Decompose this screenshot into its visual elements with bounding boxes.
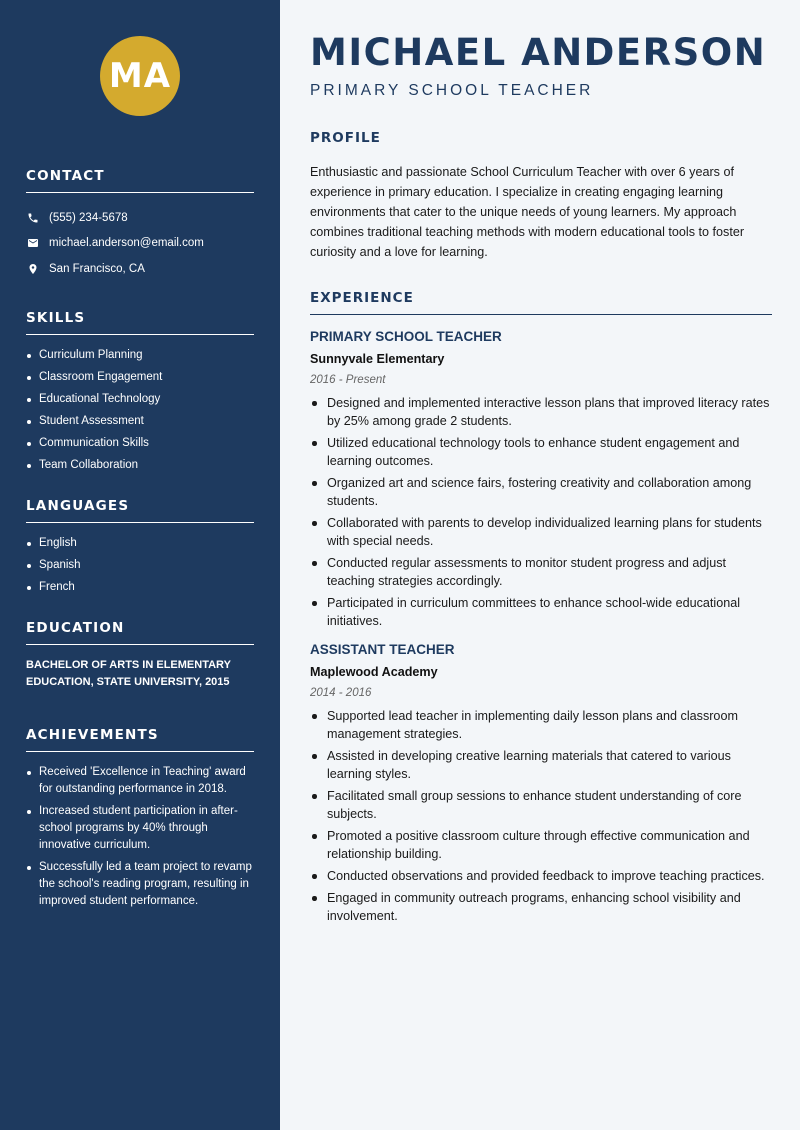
languages-list [26,535,254,596]
skill-item: Team Collaboration [26,457,254,474]
phone-icon [26,211,40,225]
achievements-list [26,764,254,910]
job-bullets [310,394,772,630]
job-bullets [310,707,772,925]
job-bullet: Facilitated small group sessions to enhance student understanding of core subjects. [310,787,772,823]
skill-item: Educational Technology [26,391,254,408]
job-dates: 2014 - 2016 [310,687,372,699]
profile-heading: PROFILE [310,130,381,146]
achievement-item: Received 'Excellence in Teaching' award for outstanding performance in 2018. [26,764,254,798]
education-section [26,620,254,691]
education-degree: BACHELOR OF ARTS IN ELEMENTARY EDUCATION, STATE UNIVERSITY, 2015 [26,658,231,688]
profile-text: Enthusiastic and passionate School Curriculum Teacher with over 6 years of experience in primary education. I specialize in creating engaging learning environments that cater to the unique needs of young learners. My approach combines traditional teaching methods with modern educational tools to foster curiosity and a love for learning. [310,165,745,259]
skill-item: Classroom Engagement [26,369,254,386]
achievements-heading: ACHIEVEMENTS [26,727,254,752]
location-pin-icon [26,262,40,276]
sidebar [0,0,280,1130]
job-title: ASSISTANT TEACHER [310,642,455,657]
skills-list [26,347,254,474]
skills-section [26,310,254,474]
job-company: Sunnyvale Elementary [310,352,445,366]
languages-section [26,498,254,596]
email-icon [26,236,40,250]
job-bullet: Promoted a positive classroom culture through effective communication and relationship building. [310,827,772,863]
job-bullet: Assisted in developing creative learning materials that catered to various learning styles. [310,747,772,783]
job-dates: 2016 - Present [310,374,386,386]
email-text: michael.anderson@email.com [49,237,204,250]
language-item: English [26,535,254,552]
job-bullet: Designed and implemented interactive lesson plans that improved literacy rates by 25% among grade 2 students. [310,394,772,430]
skill-item: Curriculum Planning [26,347,254,364]
job-title: PRIMARY SCHOOL TEACHER [310,329,502,344]
job-bullet: Participated in curriculum committees to enhance school-wide educational initiatives. [310,594,772,630]
location-text: San Francisco, CA [49,262,145,275]
achievements-section [26,727,254,910]
job-bullet: Organized art and science fairs, fostering creativity and collaboration among students. [310,474,772,510]
experience-heading: EXPERIENCE [310,290,772,315]
job-bullet: Conducted observations and provided feedback to improve teaching practices. [310,867,772,885]
contact-section [26,168,254,282]
job-bullet: Engaged in community outreach programs, enhancing school visibility and involvement. [310,889,772,925]
job-bullet: Conducted regular assessments to monitor student progress and adjust teaching strategies accordingly. [310,554,772,590]
job-entry [310,329,772,630]
avatar: MA [100,36,180,116]
language-item: Spanish [26,557,254,574]
skill-item: Communication Skills [26,435,254,452]
candidate-name: MICHAEL ANDERSON [310,31,767,74]
contact-location [26,256,254,282]
education-heading: EDUCATION [26,620,254,645]
job-bullet: Collaborated with parents to develop individualized learning plans for students with special needs. [310,514,772,550]
achievement-item: Increased student participation in after-school programs by 40% through innovative curriculum. [26,803,254,854]
skill-item: Student Assessment [26,413,254,430]
job-entry [310,642,772,925]
job-bullet: Supported lead teacher in implementing daily lesson plans and classroom management strategies. [310,707,772,743]
job-bullet: Utilized educational technology tools to enhance student engagement and learning outcomes. [310,434,772,470]
candidate-role: PRIMARY SCHOOL TEACHER [310,82,594,99]
job-company: Maplewood Academy [310,665,438,679]
phone-text: (555) 234-5678 [49,211,128,224]
contact-heading: CONTACT [26,168,254,193]
skills-heading: SKILLS [26,310,254,335]
language-item: French [26,579,254,596]
contact-email [26,231,254,257]
languages-heading: LANGUAGES [26,498,254,523]
main-content [280,0,800,1130]
contact-phone [26,205,254,231]
achievement-item: Successfully led a team project to revamp the school's reading program, resulting in improved student performance. [26,859,254,910]
